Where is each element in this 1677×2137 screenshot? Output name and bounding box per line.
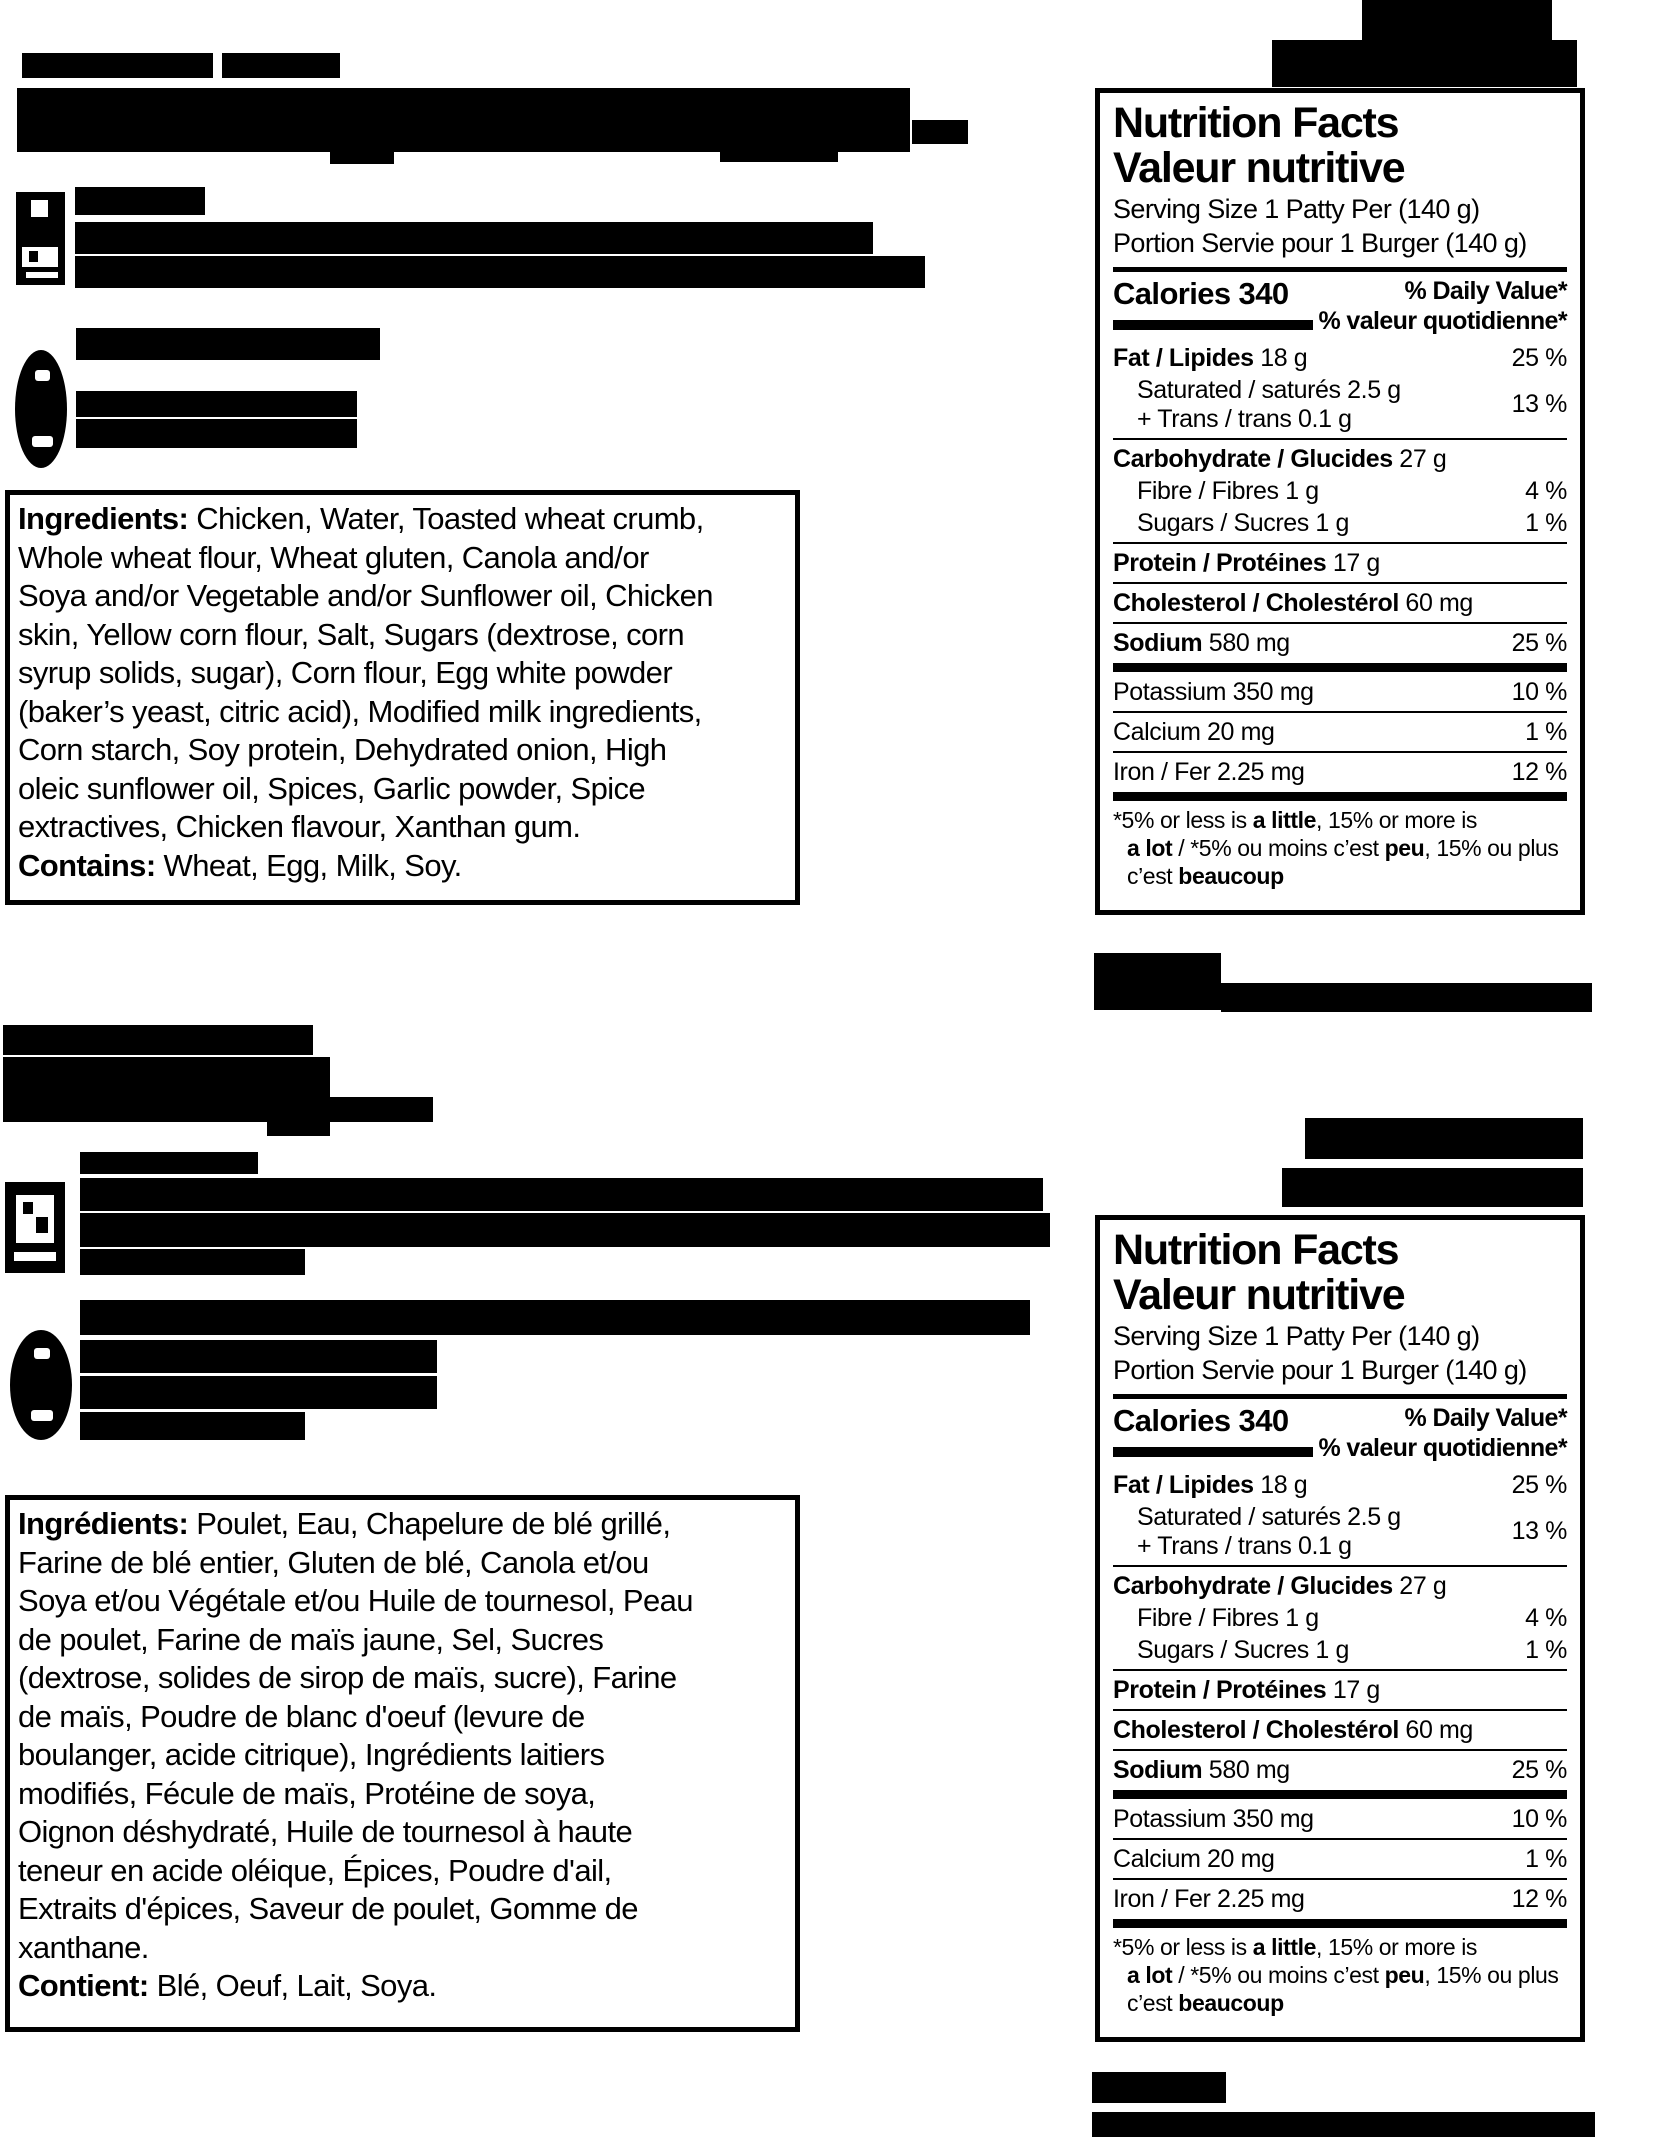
contains-line: Contient: Blé, Oeuf, Lait, Soya.: [18, 1968, 437, 2003]
redacted-carton-icon: [16, 192, 65, 285]
nutrition-facts-panel-top: [1095, 88, 1585, 915]
ingredients-line: skin, Yellow corn flour, Salt, Sugars (dextrose, corn: [18, 616, 685, 652]
nutrient-row: Sodium 580 mg 25 %: [1113, 1755, 1567, 1784]
nutrition-facts-title-fr: Valeur nutritive: [1113, 144, 1405, 192]
nutrient-row: Fat / Lipides 18 g 25 %: [1113, 343, 1567, 372]
redacted-text: [80, 1213, 1050, 1247]
redacted-text: [1282, 1168, 1583, 1207]
redacted-product-title: [17, 88, 910, 152]
divider: [1113, 751, 1567, 753]
redacted-text: [75, 222, 873, 254]
daily-value-footnote: *5% or less is a little, 15% or more is a lot / *5% ou moins c’est peu, 15% ou plus c’est beaucoup: [1113, 1934, 1559, 2016]
redacted-text: [1092, 2072, 1226, 2103]
divider: [1113, 1838, 1567, 1840]
redacted-product-title-fr: [3, 1097, 433, 1122]
calories-underbar: [1113, 1447, 1313, 1457]
nutrient-row: Carbohydrate / Glucides 27 g: [1113, 444, 1447, 473]
nutrient-row: Calcium 20 mg 1 %: [1113, 1844, 1567, 1873]
serving-size-en: Serving Size 1 Patty Per (140 g): [1113, 194, 1480, 224]
nutrient-row: Sodium 580 mg 25 %: [1113, 628, 1567, 657]
redacted-text: [76, 328, 380, 360]
divider: [1113, 1394, 1567, 1399]
nutrient-row: Fibre / Fibres 1 g 4 %: [1137, 476, 1567, 505]
divider: [1113, 622, 1567, 624]
nutrient-row: Cholesterol / Cholestérol 60 mg: [1113, 588, 1473, 617]
nutrition-facts-title-fr: Valeur nutritive: [1113, 1271, 1405, 1319]
redacted-text: [22, 53, 213, 78]
daily-value-heading-fr: % valeur quotidienne*: [1318, 1434, 1567, 1462]
ingredients-box-fr: [5, 1495, 800, 2032]
nutrient-rows: [1113, 342, 1567, 801]
nutrient-row: Cholesterol / Cholestérol 60 mg: [1113, 1715, 1473, 1744]
nutrition-facts-content: [1113, 101, 1567, 890]
redacted-text: [75, 256, 925, 288]
redacted-text: [76, 391, 357, 417]
ingredients-label-fr: Ingrédients:: [18, 1506, 189, 1541]
daily-value-footnote: *5% or less is a little, 15% or more is a lot / *5% ou moins c’est peu, 15% ou plus c’est beaucoup: [1113, 807, 1559, 889]
divider: [1113, 792, 1567, 801]
redacted-text: [80, 1152, 258, 1174]
redacted-text: [1362, 0, 1552, 42]
nutrient-row: Fibre / Fibres 1 g 4 %: [1137, 1603, 1567, 1632]
divider: [1113, 438, 1567, 440]
ingredients-line: de maïs, Poudre de blanc d'oeuf (levure de: [18, 1698, 585, 1734]
ingredients-line: Corn starch, Soy protein, Dehydrated onion, High: [18, 732, 667, 767]
redacted-text: [720, 152, 838, 162]
redacted-text: [330, 152, 394, 164]
redacted-text: [80, 1300, 1030, 1335]
redacted-text: [1305, 1118, 1583, 1159]
calories-value: Calories 340: [1113, 276, 1289, 311]
redacted-text: [222, 53, 340, 78]
divider: [1113, 582, 1567, 584]
divider: [1113, 1709, 1567, 1711]
divider: [1113, 663, 1567, 672]
redacted-text: [80, 1340, 437, 1373]
divider: [1113, 1878, 1567, 1880]
divider: [1113, 1790, 1567, 1799]
redacted-text: [1272, 40, 1577, 87]
ingredients-line: Extraits d'épices, Saveur de poulet, Gomme de: [18, 1891, 638, 1926]
ingredients-box-en: [5, 490, 800, 905]
divider: [1113, 542, 1567, 544]
ingredients-line: oleic sunflower oil, Spices, Garlic powder, Spice: [18, 770, 646, 806]
divider: [1113, 1565, 1567, 1567]
redacted-seal-icon: [15, 350, 67, 468]
divider: [1113, 1749, 1567, 1751]
serving-size-fr: Portion Servie pour 1 Burger (140 g): [1113, 228, 1527, 258]
nutrition-facts-content: [1113, 1228, 1567, 2017]
calories-row: [1113, 1403, 1567, 1463]
nutrient-row: Sugars / Sucres 1 g 1 %: [1137, 1635, 1567, 1664]
redacted-text: [80, 1376, 437, 1409]
ingredients-line: boulanger, acide citrique), Ingrédients laitiers: [18, 1737, 605, 1772]
serving-size-en: Serving Size 1 Patty Per (140 g): [1113, 1321, 1480, 1351]
ingredients-line: (baker’s yeast, citric acid), Modified milk ingredients,: [18, 693, 702, 729]
nutrition-facts-title-en: Nutrition Facts: [1113, 1226, 1399, 1274]
nutrition-facts-panel-bottom: [1095, 1215, 1585, 2042]
calories-value: Calories 340: [1113, 1403, 1289, 1438]
nutrient-row: Potassium 350 mg 10 %: [1113, 1804, 1567, 1833]
redacted-product-title-fr: [3, 1057, 330, 1097]
divider: [1113, 267, 1567, 272]
nutrient-rows: [1113, 1469, 1567, 1928]
ingredients-line: Soya et/ou Végétale et/ou Huile de tournesol, Peau: [18, 1583, 693, 1618]
ingredients-line: (dextrose, solides de sirop de maïs, sucre), Farine: [18, 1660, 677, 1695]
ingredients-line: extractives, Chicken flavour, Xanthan gum.: [18, 809, 581, 844]
ingredients-line: Whole wheat flour, Wheat gluten, Canola and/or: [18, 539, 649, 575]
contains-line: Contains: Wheat, Egg, Milk, Soy.: [18, 847, 462, 883]
redacted-text: [80, 1412, 305, 1440]
ingredients-line: xanthane.: [18, 1929, 149, 1965]
serving-size-fr: Portion Servie pour 1 Burger (140 g): [1113, 1355, 1527, 1385]
nutrient-row: Calcium 20 mg 1 %: [1113, 717, 1567, 746]
divider: [1113, 711, 1567, 713]
redacted-product-title-fr: [3, 1025, 313, 1055]
redacted-text: [75, 187, 205, 215]
calories-underbar: [1113, 320, 1313, 330]
redacted-seal-icon: [10, 1330, 72, 1440]
contains-label: Contains:: [18, 847, 156, 883]
redacted-text: [912, 120, 968, 144]
nutrient-row: Protein / Protéines 17 g: [1113, 1675, 1380, 1704]
redacted-text: [80, 1249, 305, 1275]
redacted-text: [1221, 983, 1592, 1012]
redacted-text: [80, 1178, 1043, 1211]
nutrient-row: Carbohydrate / Glucides 27 g: [1113, 1571, 1447, 1600]
redacted-text: [267, 1122, 330, 1136]
nutrient-row: Iron / Fer 2.25 mg 12 %: [1113, 1884, 1567, 1913]
calories-row: [1113, 276, 1567, 336]
ingredients-line: syrup solids, sugar), Corn flour, Egg white powder: [18, 655, 673, 690]
divider: [1113, 1669, 1567, 1671]
ingredients-line: Ingredients: Chicken, Water, Toasted wheat crumb,: [18, 501, 704, 536]
nutrient-row: Fat / Lipides 18 g 25 %: [1113, 1470, 1567, 1499]
redacted-stamp-icon: [5, 1182, 65, 1273]
daily-value-heading-en: % Daily Value*: [1404, 277, 1567, 305]
nutrient-row: Saturated / saturés 2.5 g + Trans / trans 0.1 g 13 %: [1137, 1502, 1567, 1560]
daily-value-heading-fr: % valeur quotidienne*: [1318, 307, 1567, 335]
nutrition-facts-title-en: Nutrition Facts: [1113, 99, 1399, 147]
nutrient-row: Potassium 350 mg 10 %: [1113, 677, 1567, 706]
nutrient-row: Iron / Fer 2.25 mg 12 %: [1113, 757, 1567, 786]
ingredients-line: Oignon déshydraté, Huile de tournesol à haute: [18, 1814, 633, 1849]
daily-value-heading-en: % Daily Value*: [1404, 1404, 1567, 1432]
ingredients-line: Ingrédients: Poulet, Eau, Chapelure de blé grillé,: [18, 1506, 671, 1541]
redacted-text: [1094, 953, 1221, 1010]
redacted-text: [1092, 2112, 1595, 2137]
nutrient-row: Sugars / Sucres 1 g 1 %: [1137, 508, 1567, 537]
ingredients-line: Soya and/or Vegetable and/or Sunflower oil, Chicken: [18, 578, 713, 613]
ingredients-line: modifiés, Fécule de maïs, Protéine de soya,: [18, 1775, 596, 1811]
ingredients-line: de poulet, Farine de maïs jaune, Sel, Sucres: [18, 1621, 604, 1657]
divider: [1113, 1919, 1567, 1928]
nutrient-row: Saturated / saturés 2.5 g + Trans / trans 0.1 g 13 %: [1137, 375, 1567, 433]
ingredients-label: Ingredients:: [18, 501, 189, 536]
contains-label-fr: Contient:: [18, 1968, 149, 2003]
redacted-text: [76, 419, 357, 448]
ingredients-line: teneur en acide oléique, Épices, Poudre d'ail,: [18, 1852, 612, 1888]
nutrient-row: Protein / Protéines 17 g: [1113, 548, 1380, 577]
ingredients-line: Farine de blé entier, Gluten de blé, Canola et/ou: [18, 1544, 649, 1580]
